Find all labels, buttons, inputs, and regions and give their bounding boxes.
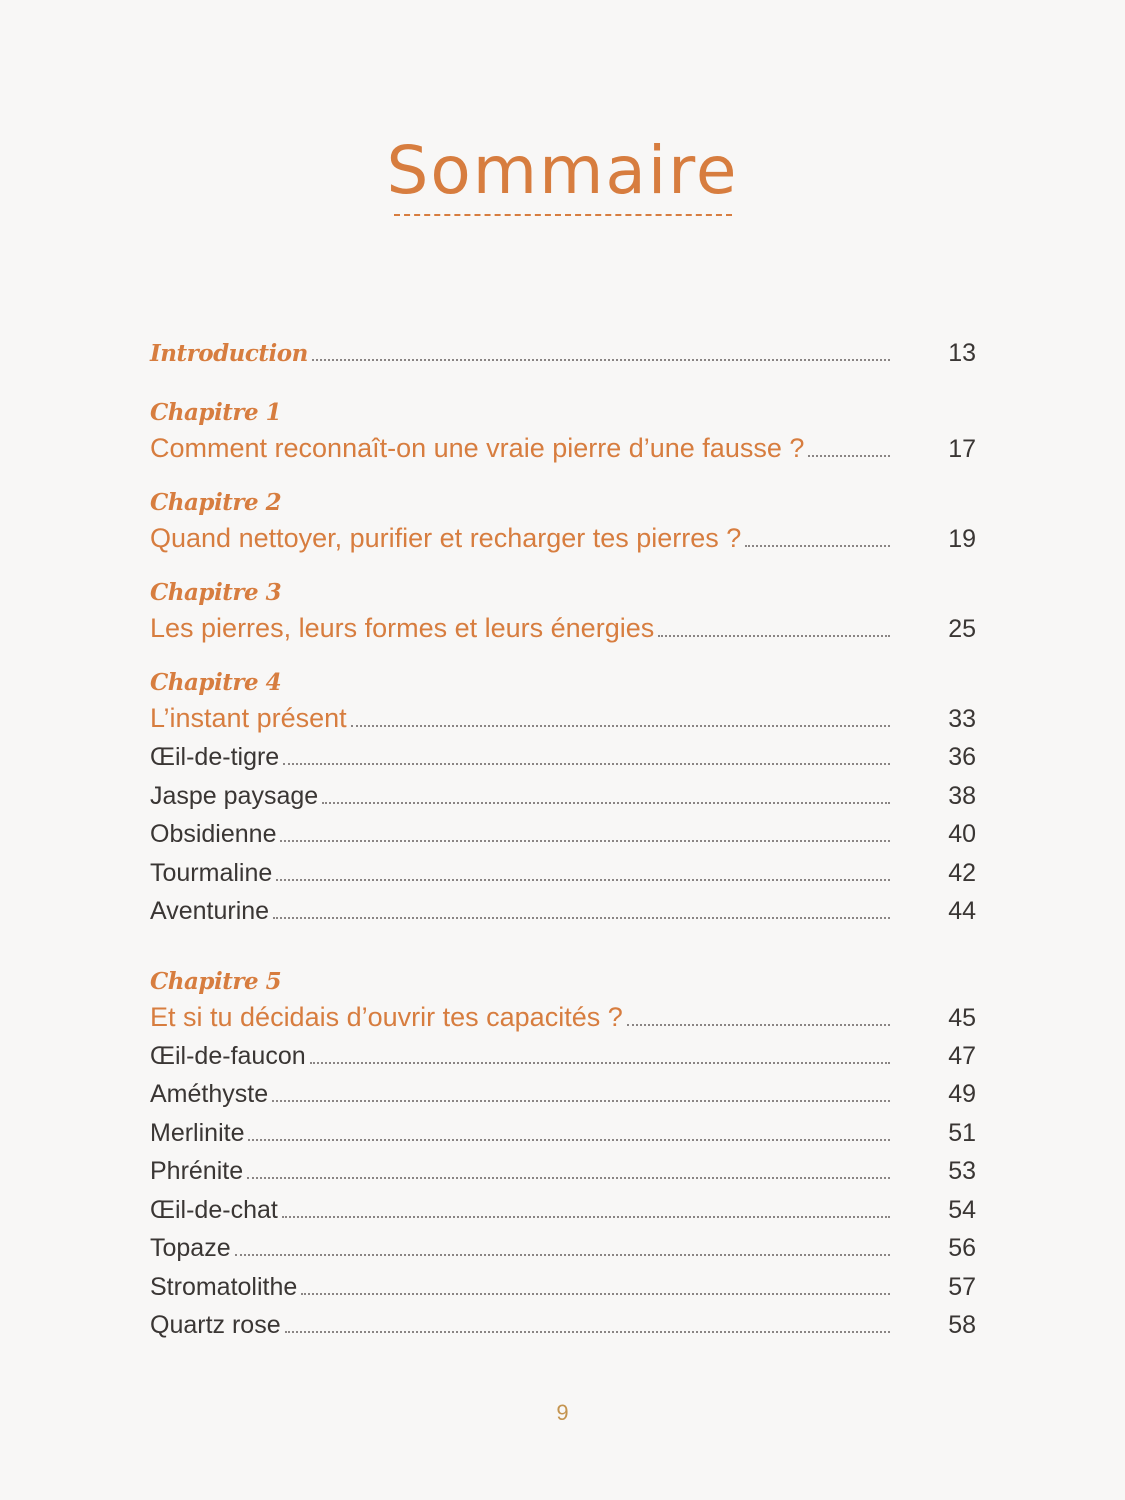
chapter-heading: Chapitre 2: [150, 489, 282, 516]
chapter-heading: Chapitre 3: [150, 579, 282, 606]
toc-page-number: 33: [948, 705, 976, 733]
toc-page-number: 25: [948, 615, 976, 643]
toc-page-number: 19: [948, 525, 976, 553]
toc-page-number: 56: [948, 1234, 976, 1262]
toc-entry-stone[interactable]: [150, 1196, 976, 1235]
toc-page-number: 58: [948, 1311, 976, 1339]
toc-page-number: 49: [948, 1080, 976, 1108]
toc-entry-stone[interactable]: [150, 1234, 976, 1273]
toc-entry-label: Topaze: [150, 1234, 231, 1262]
dot-leader: [272, 1100, 890, 1102]
toc-page-number: 42: [948, 858, 976, 887]
toc-entry-stone[interactable]: [150, 1042, 976, 1081]
toc-page-number: 13: [948, 339, 976, 367]
dot-leader: [301, 1293, 890, 1295]
dot-leader: [627, 1024, 890, 1026]
table-of-contents: [150, 339, 976, 1350]
toc-page-number: 53: [948, 1157, 976, 1185]
toc-entry-label: Obsidienne: [150, 820, 277, 848]
toc-entry-label: Tourmaline: [150, 858, 273, 887]
dot-leader: [745, 545, 890, 547]
toc-entry-label: Les pierres, leurs formes et leurs énergies: [150, 613, 655, 643]
toc-entry-stone[interactable]: [150, 897, 976, 936]
page-title: Sommaire: [386, 132, 739, 209]
toc-page-number: 51: [948, 1118, 976, 1147]
toc-entry-stone[interactable]: [150, 820, 976, 859]
page-folio: 9: [556, 1400, 569, 1425]
toc-entry-label: Quartz rose: [150, 1311, 281, 1339]
toc-page-number: 54: [948, 1195, 976, 1224]
dot-leader: [247, 1177, 890, 1179]
dot-leader: [273, 917, 890, 919]
toc-page-number: 17: [948, 435, 976, 463]
toc-entry-stone[interactable]: [150, 1311, 976, 1350]
toc-entry-label: Œil-de-chat: [150, 1195, 278, 1224]
toc-entry-label: Et si tu décidais d’ouvrir tes capacités ?: [150, 1001, 623, 1032]
toc-entry-chapter-title[interactable]: [150, 613, 976, 653]
dot-leader: [658, 635, 890, 637]
dot-leader: [235, 1254, 890, 1256]
toc-entry-label: Introduction: [150, 340, 308, 367]
toc-entry-label: Comment reconnaît-on une vraie pierre d’une fausse ?: [150, 433, 805, 463]
dot-leader: [280, 840, 890, 842]
toc-entry-stone[interactable]: [150, 1080, 976, 1119]
chapter-heading: Chapitre 1: [150, 399, 282, 426]
toc-page-number: 36: [948, 743, 976, 771]
dot-leader: [312, 359, 890, 361]
toc-entry-label: Améthyste: [150, 1080, 269, 1108]
chapter-heading: Chapitre 5: [150, 967, 282, 995]
dot-leader: [276, 879, 890, 881]
dot-leader: [283, 763, 890, 765]
toc-page-number: 45: [948, 1003, 976, 1032]
toc-entry-label: Œil-de-faucon: [150, 1041, 306, 1070]
toc-entry-stone[interactable]: [150, 859, 976, 898]
toc-page-number: 44: [948, 897, 976, 925]
toc-entry-chapter-title[interactable]: [150, 433, 976, 473]
dot-leader: [322, 802, 890, 804]
toc-entry-stone[interactable]: [150, 782, 976, 821]
toc-entry-label: Aventurine: [150, 897, 270, 925]
toc-entry-label: Phrénite: [150, 1157, 244, 1185]
chapter-heading: Chapitre 4: [150, 669, 282, 696]
toc-entry-label: Quand nettoyer, purifier et recharger tes pierres ?: [150, 523, 742, 553]
toc-entry-stone[interactable]: [150, 1273, 976, 1312]
dot-leader: [285, 1331, 890, 1333]
dot-leader: [310, 1062, 890, 1064]
toc-page-number: 47: [948, 1041, 976, 1070]
dot-leader: [351, 725, 890, 727]
toc-page-number: 40: [948, 820, 976, 848]
toc-entry-label: Merlinite: [150, 1118, 245, 1147]
toc-page-number: 38: [948, 781, 976, 810]
dot-leader: [282, 1216, 890, 1218]
toc-entry-chapter-title[interactable]: [150, 703, 976, 743]
toc-entry-introduction[interactable]: [150, 339, 976, 383]
dot-leader: [808, 455, 890, 457]
toc-entry-chapter-title[interactable]: [150, 523, 976, 563]
toc-entry-label: L’instant présent: [150, 703, 347, 733]
dot-leader: [248, 1139, 890, 1141]
toc-page-number: 57: [948, 1272, 976, 1301]
toc-entry-stone[interactable]: [150, 1119, 976, 1158]
toc-entry-label: Stromatolithe: [150, 1272, 298, 1301]
toc-entry-stone[interactable]: [150, 743, 976, 782]
title-dashed-underline: [394, 214, 732, 216]
toc-entry-chapter-title[interactable]: [150, 1002, 976, 1042]
toc-entry-label: Jaspe paysage: [150, 781, 319, 810]
toc-entry-stone[interactable]: [150, 1157, 976, 1196]
toc-entry-label: Œil-de-tigre: [150, 743, 280, 771]
